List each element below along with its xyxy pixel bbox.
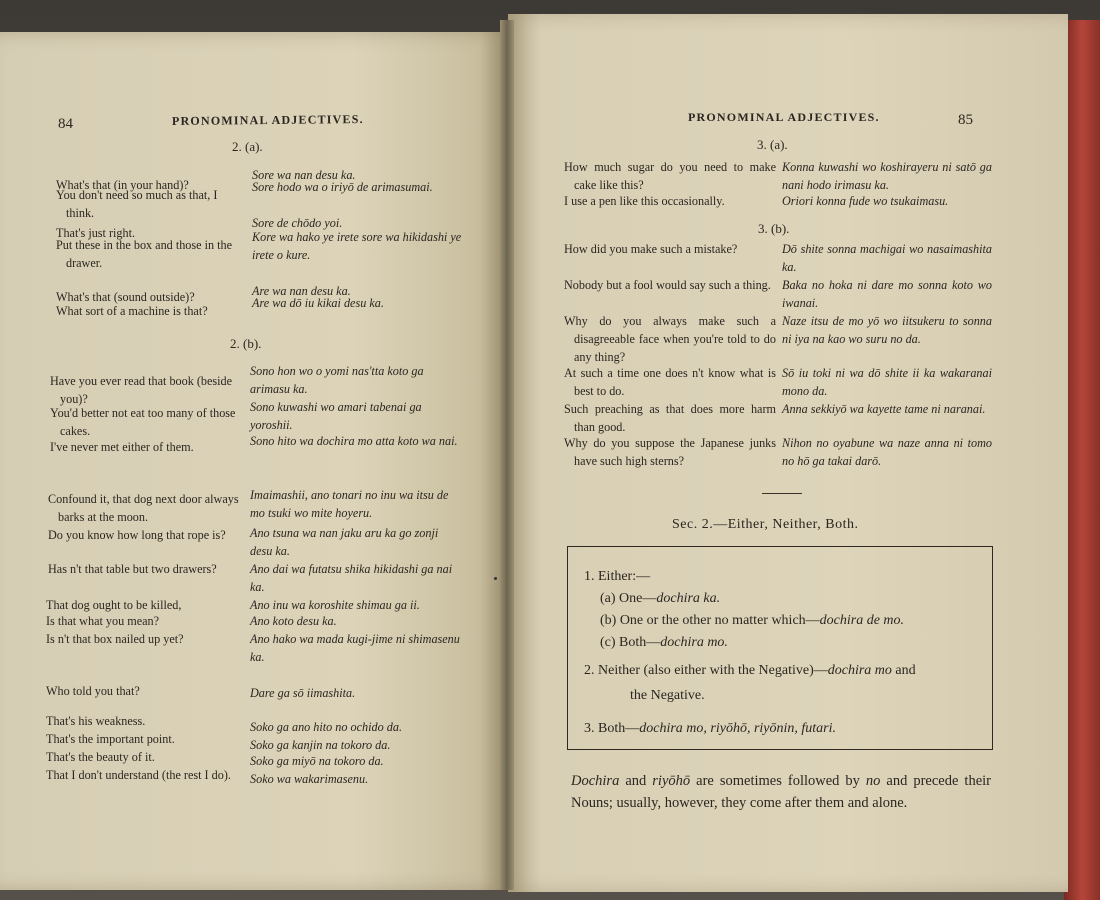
english-phrase: That's his weakness.: [46, 714, 146, 728]
box-item-text: and: [891, 663, 916, 678]
box-item-1b: [600, 611, 904, 631]
section-divider: [762, 493, 802, 494]
english-phrase: What's that (in your hand)?: [56, 178, 189, 192]
japanese-phrase: Imaimashii, ano tonari no inu wa itsu de mo tsuki wo mite hoyeru.: [250, 488, 449, 520]
box-item-text: 3. Both—: [584, 721, 640, 736]
english-phrase: What sort of a machine is that?: [56, 304, 208, 318]
english-phrase: Is n't that box nailed up yet?: [46, 632, 184, 646]
closing-paragraph: [571, 770, 991, 814]
english-phrase: That dog ought to be killed,: [46, 598, 182, 612]
japanese-phrase: Ano hako wa mada kugi-jime ni shimasenu ka.: [250, 632, 460, 664]
section-label-3b: 3. (b).: [758, 221, 790, 236]
english-phrase: Do you know how long that rope is?: [48, 528, 226, 542]
japanese-phrase: Soko ga kanjin na tokoro da.: [250, 738, 391, 752]
box-item-1c: [600, 633, 728, 653]
japanese-phrase: Soko ga miyō na tokoro da.: [250, 754, 384, 768]
english-phrase: Why do you suppose the Japanese junks have such high sterns?: [564, 436, 776, 468]
japanese-phrase: Oriori konna fude wo tsukaimasu.: [782, 194, 949, 208]
para-text: and: [619, 773, 653, 789]
japanese-phrase: Ano dai wa futatsu shika hikidashi ga nai ka.: [250, 562, 453, 594]
english-phrase: That's the beauty of it.: [46, 750, 155, 764]
japanese-phrase: Are wa dō iu kikai desu ka.: [252, 296, 384, 310]
box-item-japanese: dochira mo.: [660, 635, 728, 650]
page-number-right: 85: [958, 112, 973, 128]
section-label-3a: 3. (a).: [757, 137, 788, 152]
box-item-japanese: dochira ka.: [656, 591, 721, 606]
japanese-phrase: Dare ga sō iimashita.: [250, 686, 356, 700]
japanese-phrase: Soko wa wakarimasenu.: [250, 772, 369, 786]
box-item-text: (a) One—: [600, 591, 657, 606]
japanese-phrase: Ano inu wa koroshite shimau ga ii.: [250, 598, 420, 612]
japanese-phrase: Dō shite sonna machigai wo nasaimashita ka.: [782, 242, 992, 274]
japanese-phrase: Sore wa nan desu ka.: [252, 168, 356, 182]
term: no: [865, 773, 881, 789]
english-phrase: Have you ever read that book (beside you)?: [50, 374, 233, 406]
section-label-2b: 2. (b).: [230, 336, 262, 351]
english-phrase: Confound it, that dog next door always barks at the moon.: [48, 492, 239, 524]
box-item-1: 1. Either:—: [584, 569, 651, 584]
section-label-2a: 2. (a).: [232, 139, 263, 154]
english-phrase: Is that what you mean?: [46, 614, 160, 628]
box-item-3: [584, 719, 836, 739]
japanese-phrase: Sono kuwashi wo amari tabenai ga yoroshii.: [250, 400, 422, 432]
japanese-phrase: Soko ga ano hito no ochido da.: [250, 720, 402, 734]
japanese-phrase: Ano koto desu ka.: [250, 614, 337, 628]
running-head-left: PRONOMINAL ADJECTIVES.: [171, 111, 364, 129]
term: riyōhō: [652, 773, 691, 789]
english-phrase: At such a time one does n't know what is best to do.: [564, 366, 776, 398]
english-phrase: I use a pen like this occasionally.: [564, 194, 725, 208]
japanese-phrase: Sore de chōdo yoi.: [252, 216, 343, 230]
english-phrase: What's that (sound outside)?: [56, 290, 195, 304]
english-phrase: Has n't that table but two drawers?: [48, 562, 217, 576]
english-phrase: Why do you always make such a disagreeable face when you're told to do any thing?: [564, 314, 776, 364]
english-phrase: I've never met either of them.: [50, 440, 194, 454]
english-phrase: Who told you that?: [46, 684, 140, 698]
japanese-phrase: Naze itsu de mo yō wo iitsukeru to sonna ni iya na kao wo suru no da.: [782, 314, 992, 346]
running-head-right: PRONOMINAL ADJECTIVES.: [688, 110, 880, 124]
box-item-2: [584, 661, 916, 681]
japanese-phrase: Kore wa hako ye irete sore wa hikidashi ye irete o kure.: [252, 230, 462, 262]
english-phrase: Put these in the box and those in the drawer.: [56, 238, 233, 270]
box-item-japanese: dochira mo, riyōhō, riyōnin, futari.: [639, 721, 837, 736]
japanese-phrase: Sore hodo wa o iriyō de arimasumai.: [252, 180, 433, 194]
english-phrase: That's the important point.: [46, 732, 175, 746]
box-item-japanese: dochira mo: [827, 663, 892, 678]
box-item-text: 2. Neither (also either with the Negative)—: [584, 663, 828, 678]
book-cover-edge: [1064, 20, 1100, 900]
japanese-phrase: Anna sekkiyō wa kayette tame ni naranai.: [782, 402, 986, 416]
english-phrase: Such preaching as that does more harm than good.: [564, 402, 776, 434]
english-phrase: That I don't understand (the rest I do).: [46, 768, 231, 782]
english-phrase: How did you make such a mistake?: [564, 242, 738, 256]
english-phrase: You don't need so much as that, I think.: [56, 188, 218, 220]
section-title: Sec. 2.—Either, Neither, Both.: [672, 517, 859, 532]
japanese-phrase: Ano tsuna wa nan jaku aru ka go zonji desu ka.: [250, 526, 439, 558]
box-item-text: (b) One or the other no matter which—: [600, 613, 820, 628]
japanese-phrase: Baka no hoka ni dare mo sonna koto wo iwanai.: [782, 278, 992, 310]
box-item-text: (c) Both—: [600, 635, 661, 650]
japanese-phrase: Are wa nan desu ka.: [252, 284, 351, 298]
summary-box: [567, 546, 993, 750]
box-item-1a: [600, 589, 720, 609]
book-gutter: [500, 20, 514, 890]
box-item-japanese: dochira de mo.: [819, 613, 905, 628]
japanese-phrase: Sono hon wo o yomi nas'tta koto ga arimasu ka.: [250, 364, 424, 396]
english-phrase: How much sugar do you need to make cake like this?: [564, 160, 776, 192]
term: Dochira: [571, 773, 620, 789]
spine-mark: [494, 577, 497, 580]
japanese-phrase: Konna kuwashi wo koshirayeru ni satō ga nani hodo irimasu ka.: [782, 160, 992, 192]
english-phrase: That's just right.: [56, 226, 136, 240]
para-text: are sometimes followed by: [690, 773, 866, 789]
japanese-phrase: Nihon no oyabune wa naze anna ni tomo no hō ga takai darō.: [782, 436, 992, 468]
japanese-phrase: Sono hito wa dochira mo atta koto wa nai.: [250, 434, 458, 448]
para-text: and precede their Nouns; usually, however, they come after them and alone.: [571, 773, 991, 811]
english-phrase: Nobody but a fool would say such a thing.: [564, 278, 771, 292]
japanese-phrase: Sō iu toki ni wa dō shite ii ka wakaranai mono da.: [782, 366, 992, 398]
page-number-left: 84: [58, 116, 73, 132]
box-item-2-line2: the Negative.: [630, 688, 705, 703]
english-phrase: You'd better not eat too many of those cakes.: [50, 406, 236, 438]
